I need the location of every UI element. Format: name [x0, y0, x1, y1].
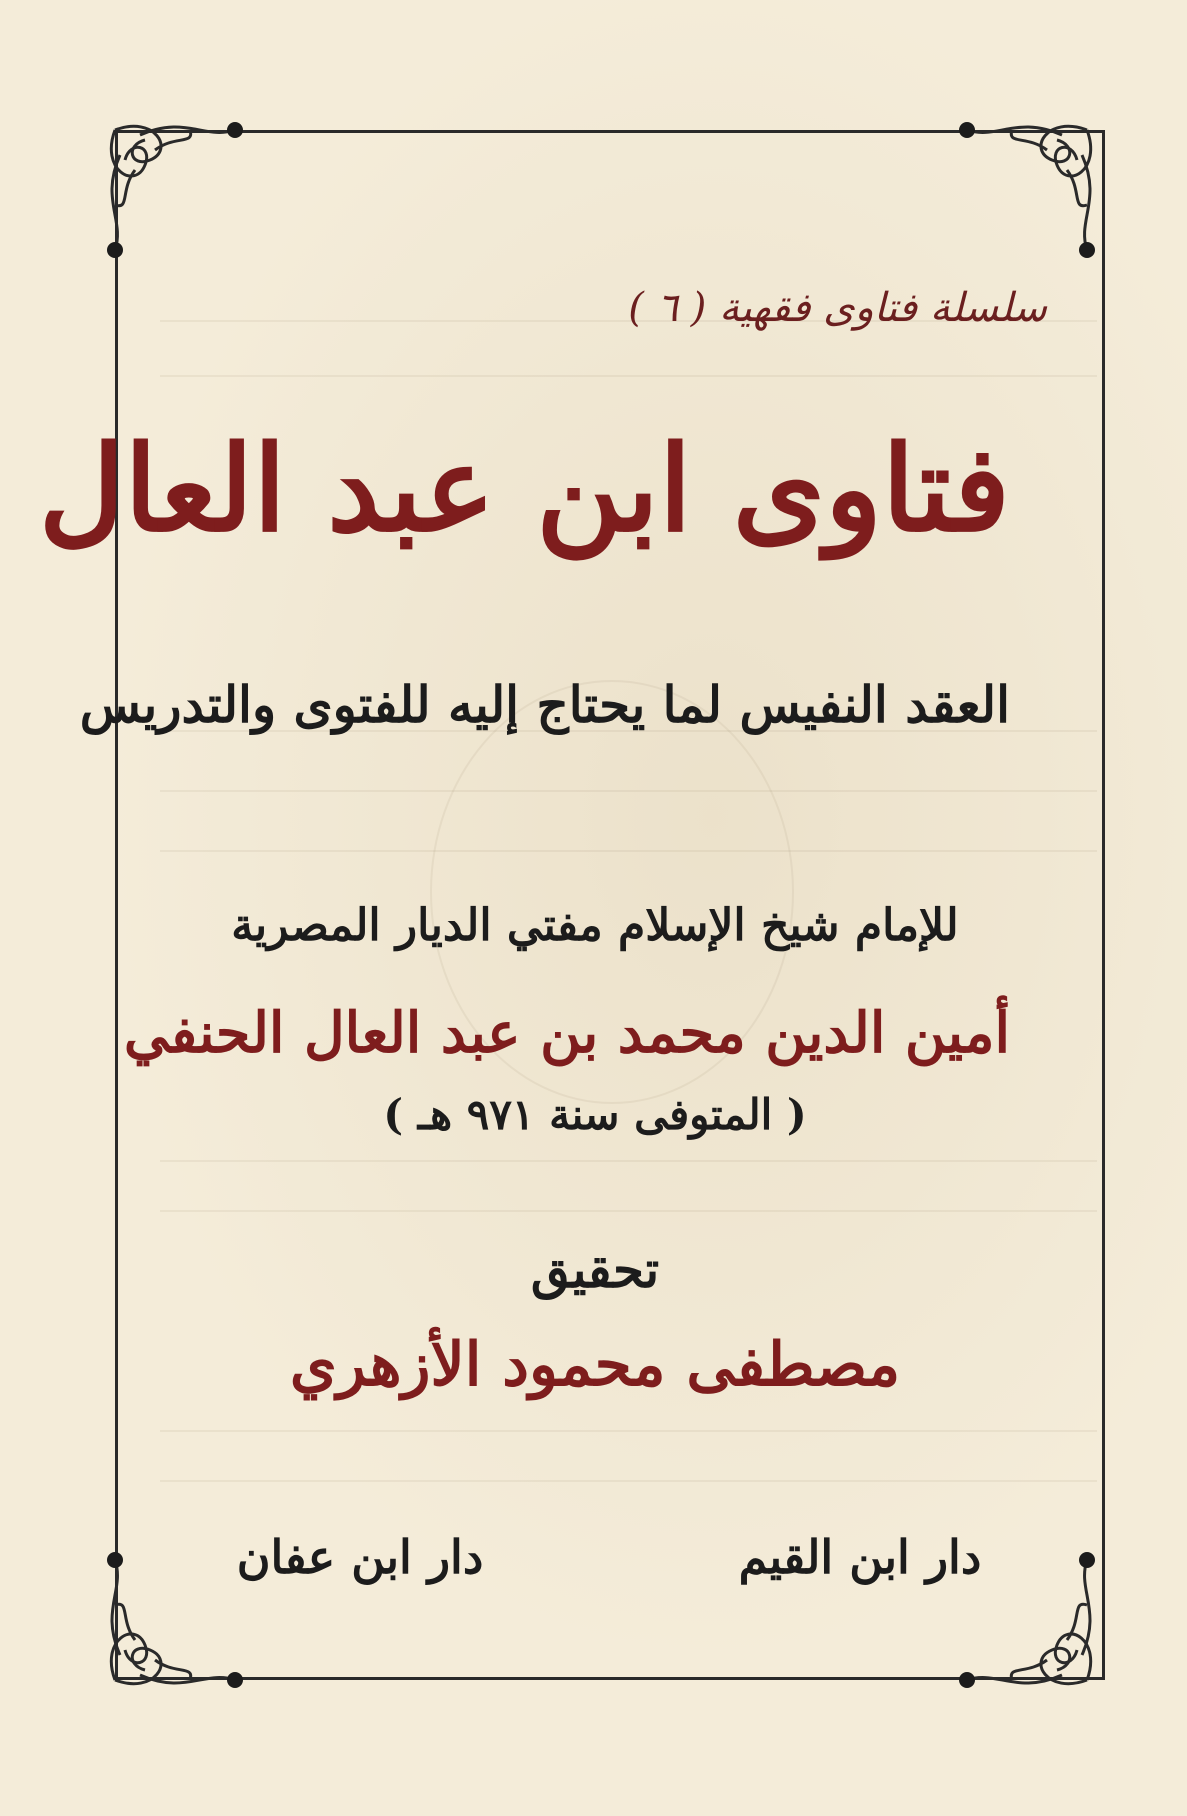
- corner-ornament-icon: [95, 110, 245, 260]
- publisher-right: دار ابن القيم: [738, 1530, 982, 1584]
- author-name: أمين الدين محمد بن عبد العال الحنفي: [123, 1000, 1010, 1066]
- author-honorific: للإمام شيخ الإسلام مفتي الديار المصرية: [231, 900, 959, 951]
- author-death-year: ( المتوفى سنة ٩٧١ هـ ): [383, 1090, 807, 1139]
- series-label: سلسلة فتاوى فقهية ( ٦ ): [628, 285, 1047, 331]
- book-subtitle: العقد النفيس لما يحتاج إليه للفتوى والتدريس: [79, 675, 1010, 734]
- editor-name: مصطفى محمود الأزهري: [289, 1330, 901, 1400]
- corner-ornament-icon: [957, 110, 1107, 260]
- editor-label: تحقيق: [530, 1240, 660, 1299]
- publisher-left: دار ابن عفان: [236, 1530, 484, 1584]
- book-title: فتاوى ابن عبد العال: [38, 419, 1010, 558]
